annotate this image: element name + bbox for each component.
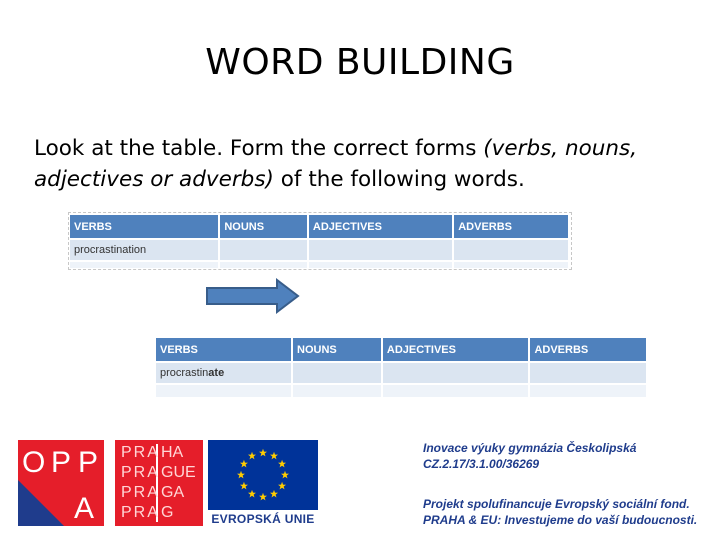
table-row (156, 362, 647, 384)
header-adjectives: ADJECTIVES (382, 338, 530, 362)
table-row-empty (70, 261, 569, 268)
cell-verb: procrastination (70, 239, 219, 261)
empty-cell (382, 384, 530, 397)
instruction-part1: Look at the table. Form the correct forms (34, 136, 484, 161)
empty-cell (70, 261, 219, 268)
praha-left-2: PRA (121, 464, 160, 481)
word-table-top (70, 215, 570, 268)
empty-cell (529, 384, 647, 397)
empty-cell (292, 384, 382, 397)
empty-cell (219, 261, 308, 268)
instruction-text (34, 133, 694, 195)
header-verbs: VERBS (156, 338, 292, 362)
header-adverbs: ADVERBS (529, 338, 647, 362)
cell-adverb (453, 239, 569, 261)
header-verbs: VERBS (70, 215, 219, 239)
table-header-row (156, 338, 647, 362)
word-table-bottom (156, 338, 648, 397)
empty-cell (308, 261, 453, 268)
header-adjectives: ADJECTIVES (308, 215, 453, 239)
cell-adjective (382, 362, 530, 384)
cell-verb (156, 362, 292, 384)
verb-stem: procrastin (160, 367, 209, 379)
header-nouns: NOUNS (292, 338, 382, 362)
header-nouns: NOUNS (219, 215, 308, 239)
praha-right-3: GA (161, 484, 185, 501)
eu-label: EVROPSKÁ UNIE (211, 512, 315, 526)
praha-right-2: GUE (161, 464, 196, 481)
oppa-letter-p2: P (78, 446, 99, 479)
cell-adverb (529, 362, 647, 384)
slide-title: WORD BUILDING (205, 42, 515, 83)
praha-left-1: PRA (121, 444, 160, 461)
project-line-1: Inovace výuky gymnázia Českolipská (423, 441, 637, 455)
oppa-letter-o: O (22, 446, 46, 479)
project-line-3: Projekt spolufinancuje Evropský sociální fond. (423, 497, 690, 511)
cell-noun (292, 362, 382, 384)
project-line-4: PRAHA & EU: Investujeme do vaší budoucnosti. (423, 513, 698, 527)
praha-logo (115, 440, 203, 526)
oppa-letter-a: A (74, 492, 95, 525)
right-arrow-icon (205, 278, 300, 314)
empty-cell (156, 384, 292, 397)
eu-flag-icon (208, 440, 318, 510)
cell-noun (219, 239, 308, 261)
praha-left-4: PRA (121, 504, 160, 521)
table-row (70, 239, 569, 261)
praha-right-4: G (161, 504, 174, 521)
table-row-empty (156, 384, 647, 397)
empty-cell (453, 261, 569, 268)
cell-adjective (308, 239, 453, 261)
oppa-logo (18, 440, 104, 526)
oppa-letter-p1: P (51, 446, 72, 479)
praha-left-3: PRA (121, 484, 160, 501)
verb-suffix: ate (208, 367, 225, 379)
instruction-italic: (verbs, nouns, adjectives or adverbs) (34, 136, 638, 192)
instruction-part2: of the following words. (273, 167, 525, 192)
eu-logo (208, 440, 318, 526)
project-line-2: CZ.2.17/3.1.00/36269 (423, 457, 540, 471)
praha-right-1: HA (161, 444, 184, 461)
header-adverbs: ADVERBS (453, 215, 569, 239)
table-header-row (70, 215, 569, 239)
